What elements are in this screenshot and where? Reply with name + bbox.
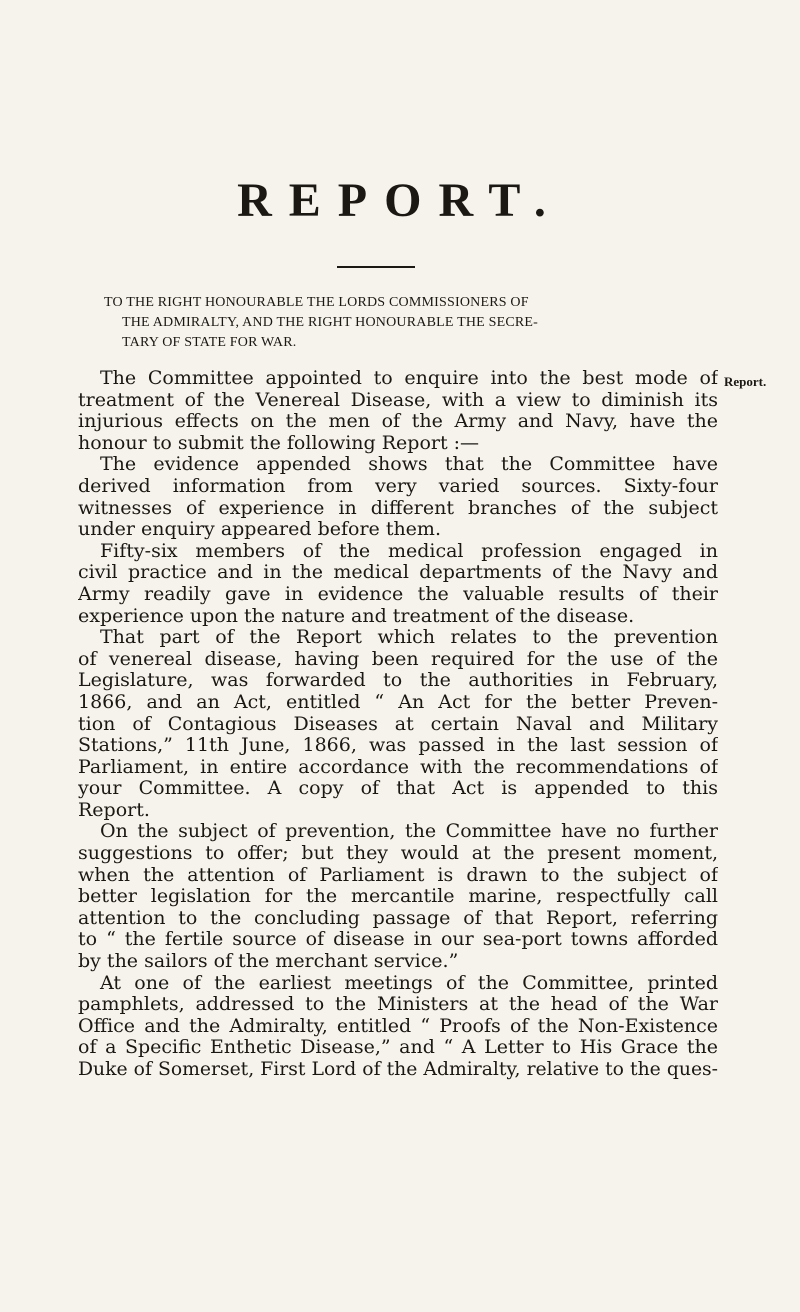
text-line: when the attention of Parliament is drawn to the subject of	[78, 864, 718, 886]
text-line: treatment of the Venereal Disease, with a view to diminish its	[78, 389, 718, 411]
text-line: injurious effects on the men of the Army and Navy, have the	[78, 411, 718, 433]
text-line: 1866, and an Act, entitled “ An Act for the better Preven-	[78, 691, 718, 713]
text-line: pamphlets, addressed to the Ministers at the head of the War	[78, 994, 718, 1016]
margin-note: Report.	[724, 374, 767, 389]
text-line: under enquiry appeared before them.	[78, 519, 441, 541]
text-line: Report.	[78, 799, 150, 821]
report-body	[78, 368, 718, 1081]
text-line: Parliament, in entire accordance with the recommendations of	[78, 756, 718, 778]
address-line: TARY OF STATE FOR WAR.	[122, 335, 297, 350]
text-line: of venereal disease, having been required for the use of the	[78, 648, 718, 670]
text-line: Fifty-six members of the medical profession engaged in	[100, 540, 718, 562]
text-line: experience upon the nature and treatment of the disease.	[78, 605, 635, 627]
text-line: Legislature, was forwarded to the authorities in February,	[78, 670, 718, 692]
text-line: to “ the fertile source of disease in our sea-port towns afforded	[78, 929, 718, 951]
address-line: THE ADMIRALTY, AND THE RIGHT HONOURABLE THE SECRE-	[122, 315, 539, 330]
text-line: Stations,” 11th June, 1866, was passed in the last session of	[78, 735, 718, 757]
text-line: tion of Contagious Diseases at certain Naval and Military	[78, 713, 718, 735]
address-line: TO THE RIGHT HONOURABLE THE LORDS COMMISSIONERS OF	[104, 295, 529, 310]
text-line: better legislation for the mercantile marine, respectfully call	[78, 886, 718, 908]
text-line: by the sailors of the merchant service.”	[78, 951, 459, 973]
page-title: REPORT.	[237, 174, 563, 227]
text-line: The evidence appended shows that the Committee have	[100, 454, 718, 476]
text-line: Duke of Somerset, First Lord of the Admiralty, relative to the ques-	[78, 1059, 718, 1080]
text-line: derived information from very varied sources. Sixty-four	[78, 475, 718, 497]
text-line: suggestions to offer; but they would at the present moment,	[78, 843, 718, 865]
text-line: That part of the Report which relates to the prevention	[100, 627, 718, 649]
text-line: honour to submit the following Report :—	[78, 432, 480, 454]
text-line: your Committee. A copy of that Act is appended to this	[78, 778, 718, 800]
title-rule	[337, 266, 415, 268]
text-line: Army readily gave in evidence the valuable results of their	[78, 583, 718, 605]
text-line: witnesses of experience in different branches of the subject	[78, 497, 718, 519]
text-line: attention to the concluding passage of that Report, referring	[78, 907, 718, 929]
text-line: On the subject of prevention, the Committee have no further	[100, 821, 718, 843]
text-line: The Committee appointed to enquire into the best mode of	[100, 368, 718, 389]
text-line: civil practice and in the medical departments of the Navy and	[78, 562, 718, 584]
address-block	[104, 293, 714, 353]
text-line: Office and the Admiralty, entitled “ Proofs of the Non-Existence	[78, 1015, 718, 1037]
text-line: of a Specific Enthetic Disease,” and “ A Letter to His Grace the	[78, 1037, 718, 1059]
text-line: At one of the earliest meetings of the Committee, printed	[100, 972, 718, 994]
